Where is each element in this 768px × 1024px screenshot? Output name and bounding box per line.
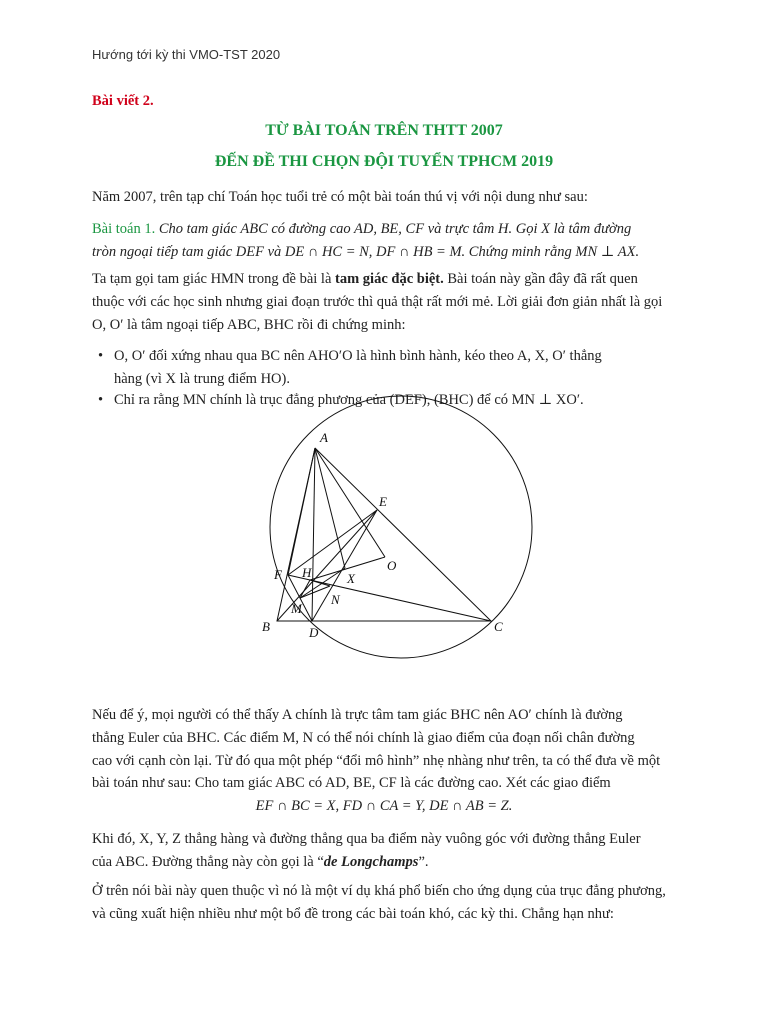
bullet-2-line-1: Chỉ ra rằng MN chính là trục đẳng phương của (DEF), (BHC) để có MN ⊥ XO′. — [114, 392, 584, 408]
circumcircle — [270, 396, 532, 658]
label-x: X — [347, 571, 355, 586]
bullet-dot-icon: • — [98, 392, 104, 408]
title-line-2: ĐẾN ĐỀ THI CHỌN ĐỘI TUYỂN TPHCM 2019 — [214, 153, 554, 170]
p1-bold: tam giác đặc biệt. — [335, 271, 444, 287]
paragraph-4 — [92, 880, 678, 926]
label-n: N — [331, 592, 340, 607]
problem-text-2: tròn ngoại tiếp tam giác DEF và DE ∩ HC = N, DF ∩ HB = M. Chứng minh rằng MN ⊥ AX. — [92, 243, 640, 260]
paragraph-1-line-3: O, O′ là tâm ngoại tiếp ABC, BHC rồi đi chứng minh: — [92, 316, 406, 333]
paragraph-2-line-4: bài toán như sau: Cho tam giác ABC có AD, BE, CF là các đường cao. Xét các giao điểm — [92, 775, 611, 792]
label-m: M — [291, 601, 302, 616]
p1-text-a: Ta tạm gọi tam giác HMN trong đề bài là — [92, 271, 336, 287]
paragraph-3-line-2 — [92, 851, 678, 874]
p3-text-b: ”. — [418, 853, 429, 870]
formula: EF ∩ BC = X, FD ∩ CA = Y, DE ∩ AB = Z. — [255, 798, 513, 814]
paragraph-2-line-3: cao với cạnh còn lại. Từ đó qua một phép “đổi mô hình” nhẹ nhàng như trên, ta có thể đưa về một — [92, 752, 661, 769]
bullet-1-line-1: O, O′ đối xứng nhau qua BC nên AHO′O là hình bình hành, kéo theo A, X, O′ thẳng — [114, 348, 602, 364]
bullet-dot-icon: • — [98, 348, 104, 364]
article-label: Bài viết 2. — [92, 93, 154, 109]
altitude-cf — [288, 575, 491, 621]
de-longchamps-term: de Longchamps — [323, 853, 419, 870]
intro-paragraph: Năm 2007, trên tạp chí Toán học tuổi trẻ có một bài toán thú vị với nội dung như sau: — [92, 189, 588, 205]
bullet-1-line-2: hàng (vì X là trung điểm HO). — [114, 370, 290, 387]
label-h: H — [302, 565, 312, 580]
paragraph-4-line-2: và cũng xuất hiện nhiều như một bổ đề trong các bài toán khó, các kỳ thi. Chẳng hạn như: — [92, 905, 614, 922]
segment-hm — [300, 580, 310, 598]
segment-af — [288, 448, 315, 575]
label-c: C — [494, 619, 503, 634]
label-o: O — [387, 558, 397, 573]
problem-text-1: Cho tam giác ABC có đường cao AD, BE, CF và trực tâm H. Gọi X là tâm đường — [158, 221, 632, 237]
paragraph-3 — [92, 828, 678, 874]
p1-text-b: Bài toán này gần đây đã rất quen — [443, 271, 638, 287]
label-d: D — [309, 625, 319, 640]
paragraph-1-line-2: thuộc với các học sinh nhưng giai đoạn trước thì quả thật rất mới mẻ. Lời giải đơn giản nhất là gọi — [92, 293, 663, 310]
paragraph-4-line-1: Ở trên nói bài này quen thuộc vì nó là một ví dụ khá phổ biến cho ứng dụng của trục đẳng phương, — [92, 883, 666, 899]
title-line-1: TỪ BÀI TOÁN TRÊN THTT 2007 — [265, 122, 503, 139]
label-f: F — [274, 567, 282, 582]
label-b: B — [262, 619, 270, 634]
altitude-ad — [312, 448, 315, 621]
problem-label: Bài toán 1. — [92, 221, 156, 237]
p3-text-a: của ABC. Đường thẳng này còn gọi là “ — [92, 853, 324, 870]
paragraph-2 — [92, 704, 678, 795]
label-e: E — [379, 494, 387, 509]
paragraph-2-line-2: thẳng Euler của BHC. Các điểm M, N có thể nói chính là giao điểm của đoạn nối chân đường — [92, 729, 635, 746]
page-header: Hướng tới kỳ thi VMO-TST 2020 — [92, 47, 281, 62]
label-a: A — [320, 430, 328, 445]
paragraph-3-line-1: Khi đó, X, Y, Z thẳng hàng và đường thẳng qua ba điểm này vuông góc với đường thẳng Euler — [92, 831, 641, 847]
segment-ax — [315, 448, 345, 568]
paragraph-2-line-1: Nếu để ý, mọi người có thể thấy A chính là trực tâm tam giác BHC nên AO′ chính là đường — [92, 707, 623, 723]
